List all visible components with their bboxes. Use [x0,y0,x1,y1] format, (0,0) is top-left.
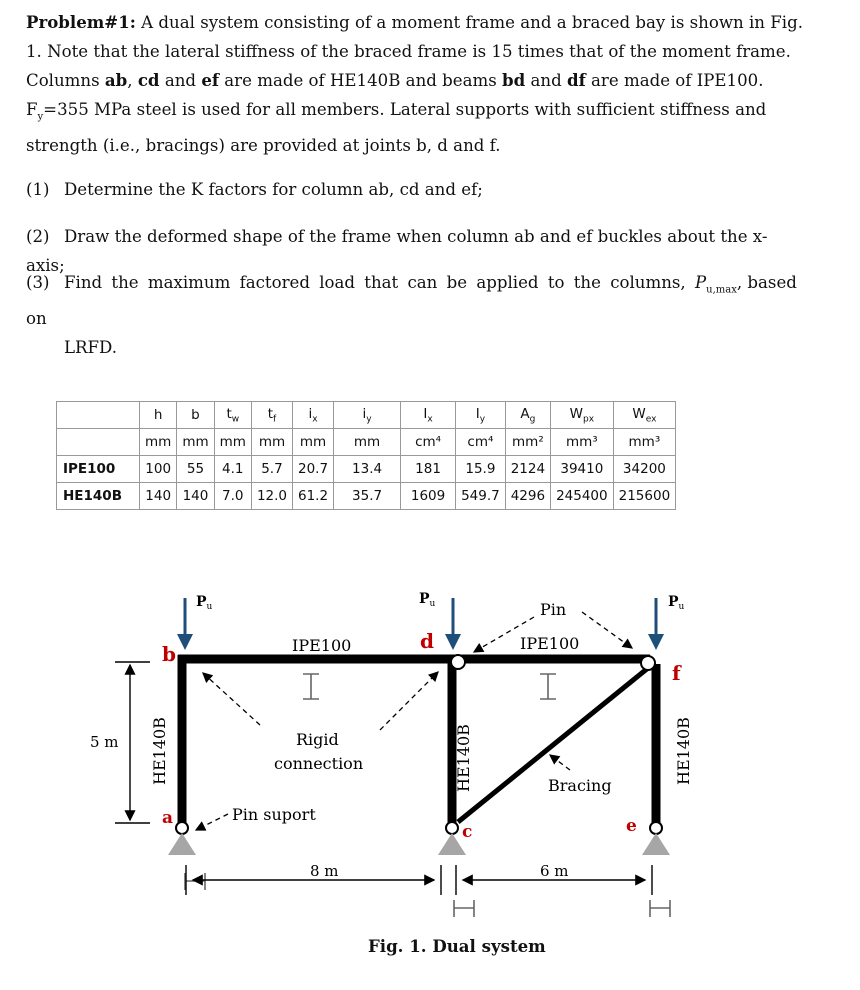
table-row [57,456,676,483]
table-cell: mm [177,429,214,456]
problem-label: Problem#1: [26,12,136,32]
table-cell: 1609 [401,483,456,510]
table-cell: mm [214,429,251,456]
table-cell: 13.4 [334,456,401,483]
table-units-row [57,429,676,456]
table-header-cell: $W_{px}$ [551,402,614,429]
table-cell: 35.7 [334,483,401,510]
frame-members [178,655,656,825]
table-cell: 245400 [551,483,614,510]
load-label-d: $P_u$ [419,591,436,609]
table-header-cell: $I_x$ [401,402,456,429]
dimension-span-1: 8 m [310,862,339,880]
load-label-f: $P_u$ [668,594,685,612]
table-cell: 4296 [505,483,550,510]
load-label-b: $P_u$ [196,594,213,612]
beam-label-right: IPE100 [520,634,580,653]
section-properties-table [56,401,676,510]
table-row [57,483,676,510]
pin-annotation: Pin [540,600,567,619]
table-header-cell: b [177,402,214,429]
rigid-annotation-2: connection [274,754,364,773]
column-label-ef: HE140B [674,717,693,785]
table-header-cell: $i_y$ [334,402,401,429]
table-header-cell: $i_x$ [293,402,334,429]
table-cell: 15.9 [456,456,506,483]
table-cell: 61.2 [293,483,334,510]
node-label-e: e [626,816,637,836]
table-cell: mm [293,429,334,456]
table-cell: 7.0 [214,483,251,510]
beam-label-left: IPE100 [292,636,352,655]
pin-supports [168,833,670,855]
support-e [642,833,670,855]
node-label-d: d [420,629,434,653]
dimension-span-2: 6 m [540,862,569,880]
figure-caption: Fig. 1. Dual system [368,936,546,956]
table-cell: cm⁴ [456,429,506,456]
table-cell: mm [334,429,401,456]
problem-statement: Problem#1: A dual system consisting of a moment frame and a braced bay is shown in Fig. 1. Note that the lateral stiffness of the braced frame is 15 times that of the moment frame. Columns ab, cd and ef are made of HE140B and beams bd and df are made of IPE100. $F_y=355$ MPa steel is used for all members. Lateral supports with sufficient stiffness and strength (i.e., bracings) are provided at joints b, d and f. [26,12,803,156]
table-cell: mm [140,429,177,456]
node-label-a: a [162,808,174,828]
table-cell: 549.7 [456,483,506,510]
load-arrow-d [445,634,461,650]
load-arrow-b [177,634,193,650]
table-header-cell: $A_g$ [505,402,550,429]
table-header-cell: $t_f$ [251,402,292,429]
table-header-cell: $t_w$ [214,402,251,429]
table-cell: 140 [177,483,214,510]
node-label-b: b [162,642,176,666]
table-cell: 20.7 [293,456,334,483]
table-cell: 55 [177,456,214,483]
brace-cf [458,668,648,822]
column-label-cd: HE140B [454,724,473,792]
pin-c [446,822,458,834]
load-arrow-f [648,634,664,650]
table-header-cell: h [140,402,177,429]
table-cell: 34200 [613,456,676,483]
table-cell: 39410 [551,456,614,483]
table-cell: mm² [505,429,550,456]
table-cell: 5.7 [251,456,292,483]
dimension-height: 5 m [90,733,119,751]
table-cell: 100 [140,456,177,483]
table-cell: 215600 [613,483,676,510]
frame-diagram [0,560,860,940]
pin-a [176,822,188,834]
pin-d [451,655,465,669]
bracing-annotation: Bracing [548,776,612,795]
table-cell: mm³ [551,429,614,456]
pin-f [641,656,655,670]
table-header-cell: $I_y$ [456,402,506,429]
table-cell: mm [251,429,292,456]
node-label-c: c [462,822,473,842]
node-label-f: f [672,661,681,685]
task-item-3: (3) Find the maximum factored load that can be applied to the columns, $P_{u,max}$, based on LRFD. [26,273,797,358]
task-item-1: (1) Determine the K factors for column ab, cd and ef; [26,180,483,199]
table-cell: 12.0 [251,483,292,510]
support-a [168,833,196,855]
task-item-2: (2) Draw the deformed shape of the frame when column ab and ef buckles about the x-axis; [26,227,768,275]
table-header-cell: $W_{ex}$ [613,402,676,429]
table-cell: cm⁴ [401,429,456,456]
row-label: HE140B [57,483,140,510]
table-cell: 140 [140,483,177,510]
table-cell: 4.1 [214,456,251,483]
row-label: IPE100 [57,456,140,483]
table-header-row [57,402,676,429]
table-cell: mm³ [613,429,676,456]
column-label-ab: HE140B [150,717,169,785]
table-cell: 2124 [505,456,550,483]
pin-e [650,822,662,834]
rigid-annotation-1: Rigid [296,730,339,749]
pin-support-annotation: Pin suport [232,805,316,824]
table-cell: 181 [401,456,456,483]
